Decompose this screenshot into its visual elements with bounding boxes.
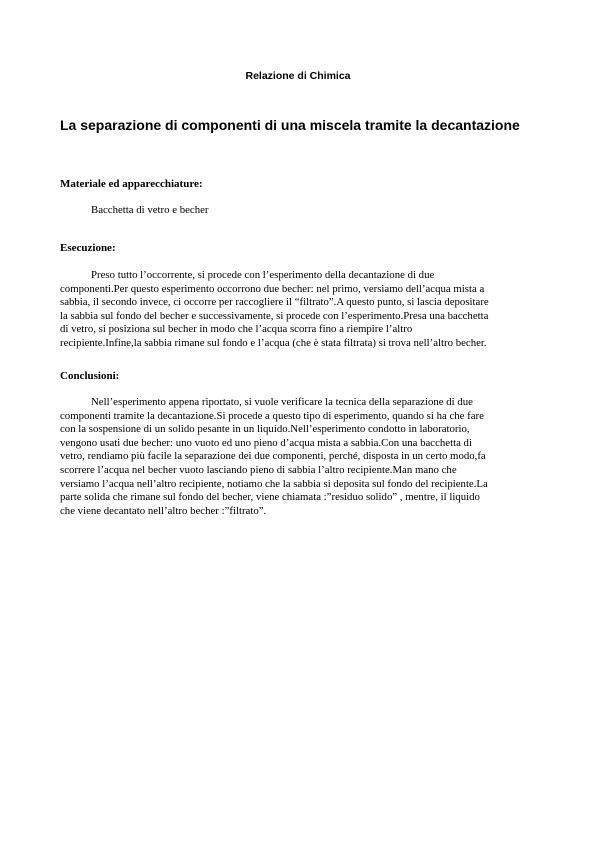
paragraph-line: di vetro, si posiziona sul becher in modo che l’acqua scorra fino a riempire l’altro (60, 323, 413, 336)
paragraph-line: Preso tutto l’occorrente, si procede con l’esperimento della decantazione di due (91, 269, 435, 281)
paragraph-line: la sabbia sul fondo del becher e successivamente, si procede con l’esperimento.Presa una bacchetta (60, 309, 489, 322)
paragraph-line: vetro, rendiamo più facile la separazione dei due componenti, perché, disposta in un certo modo,fa (60, 450, 486, 463)
conclusions-paragraph (60, 396, 542, 518)
execution-paragraph (60, 269, 542, 351)
report-header-title: Relazione di Chimica (245, 70, 351, 82)
paragraph-line: recipiente.Infine,la sabbia rimane sul fondo e l’acqua (che è stata filtrata) si trova nell’altro becher. (60, 336, 487, 349)
paragraph-line: vengono usati due becher: uno vuoto ed uno pieno d’acqua mista a sabbia.Con una bacchetta di (60, 436, 472, 449)
paragraph-line: parte solida che rimane sul fondo del becher, viene chiamata :”residuo solido” , mentre, il liquido (60, 491, 480, 504)
paragraph-line: componenti.Per questo esperimento occorrono due becher: nel primo, versiamo dell’acqua mista a (60, 282, 485, 295)
paragraph-line: versiamo l’acqua nell’altro recipiente, notiamo che la sabbia si deposita sul fondo del recipiente.La (60, 477, 488, 490)
execution-heading: Esecuzione: (60, 242, 116, 254)
materials-heading: Materiale ed apparecchiature: (60, 178, 203, 190)
paragraph-line: componenti tramite la decantazione.Si procede a questo tipo di esperimento, quando si ha che fare (60, 409, 484, 422)
paragraph-line: con la sospensione di un solido pesante in un liquido.Nell’esperimento condotto in laboratorio, (60, 423, 470, 436)
materials-item: Bacchetta di vetro e becher (91, 204, 209, 216)
conclusions-heading: Conclusioni: (60, 370, 120, 382)
main-title: La separazione di componenti di una miscela tramite la decantazione (60, 117, 520, 133)
paragraph-line: Nell’esperimento appena riportato, si vuole verificare la tecnica della separazione di due (91, 396, 473, 408)
paragraph-line: che viene decantato nell’altro becher :”filtrato”. (60, 504, 267, 517)
paragraph-line: scorrere l’acqua nel becher vuoto lasciando pieno di sabbia l’altro recipiente.Man mano che (60, 463, 457, 476)
paragraph-line: sabbia, il secondo invece, ci occorre per raccogliere il “filtrato”.A questo punto, si lascia depositare (60, 296, 489, 309)
